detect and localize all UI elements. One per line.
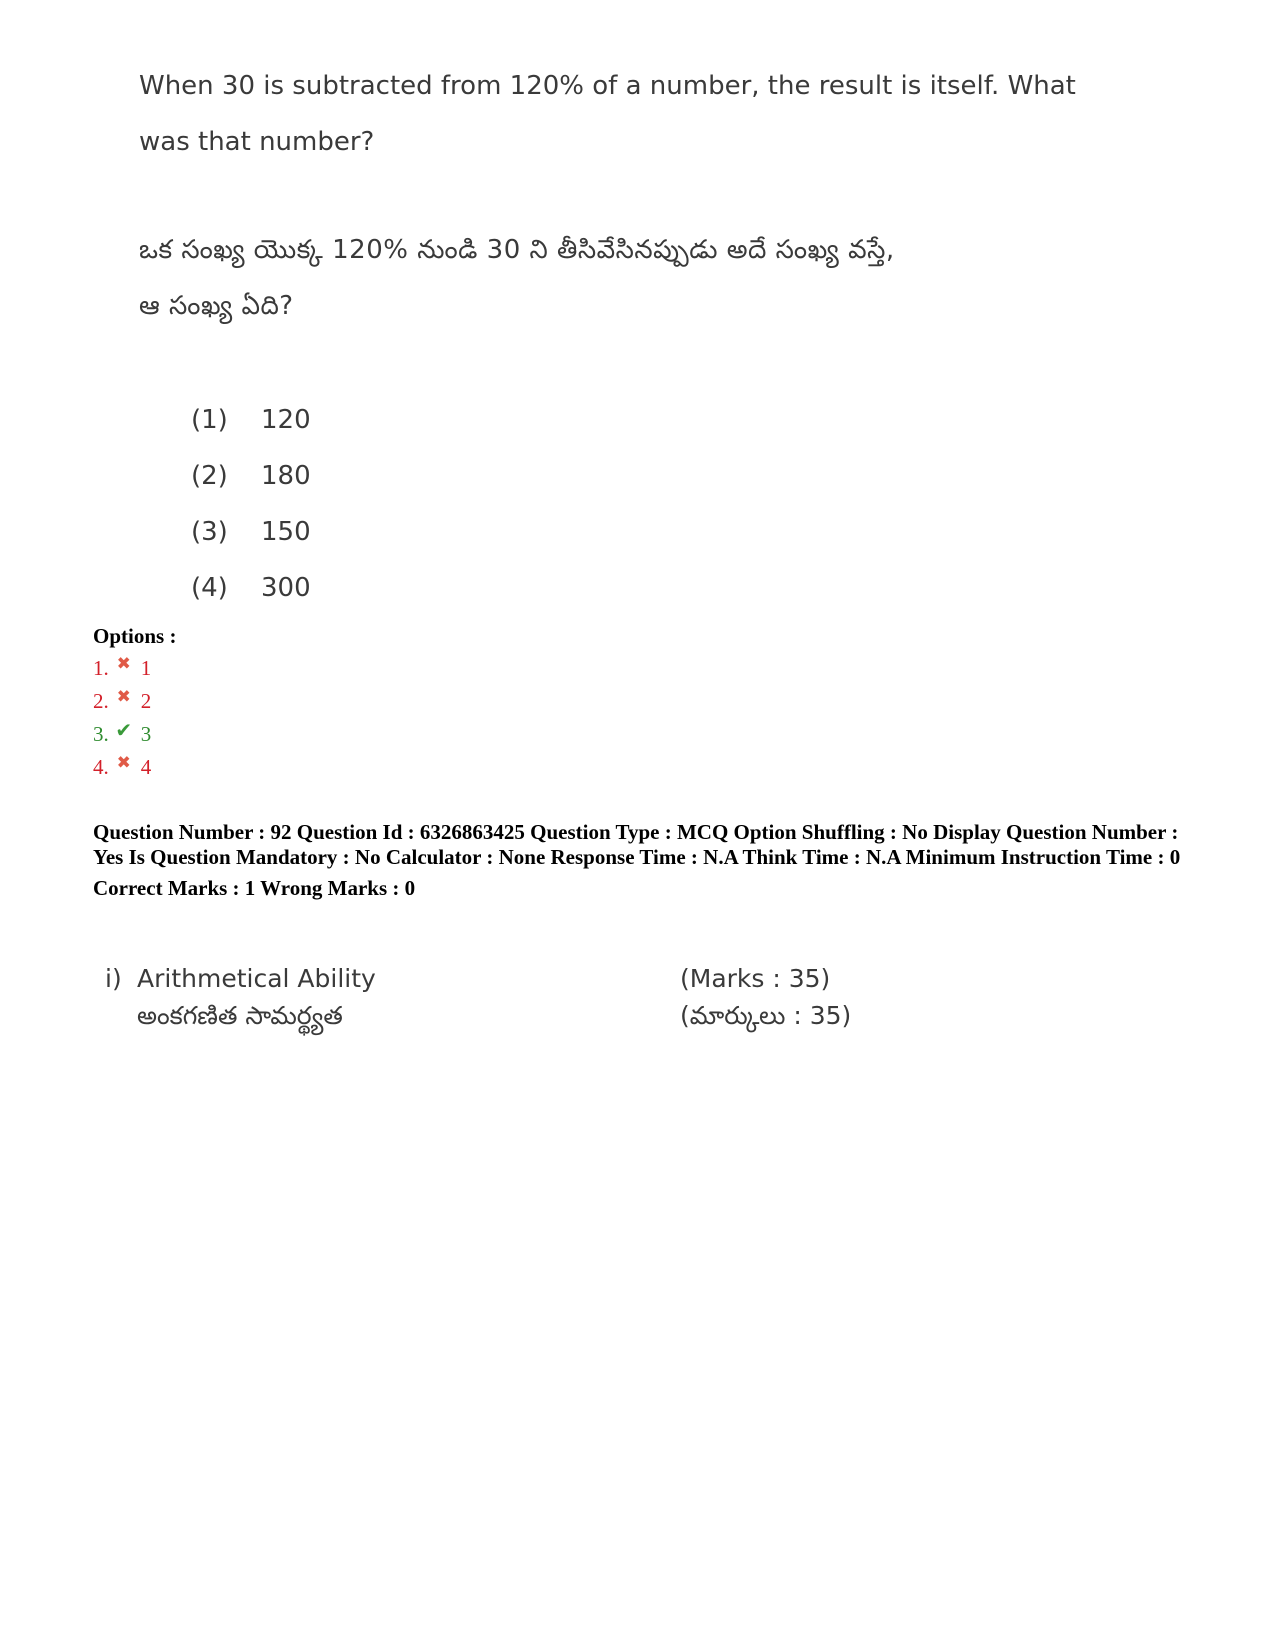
section-marks-te: (మార్కులు : 35) xyxy=(680,1001,852,1030)
options-title: Options : xyxy=(93,624,177,648)
question-meta xyxy=(93,820,1193,901)
choice-item xyxy=(191,560,1089,616)
option-label: 4 xyxy=(140,755,152,779)
option-index: 4. xyxy=(93,755,109,779)
choice-number: (2) xyxy=(191,461,228,491)
option-index: 1. xyxy=(93,656,109,680)
choice-item xyxy=(191,504,1089,560)
section-title xyxy=(105,960,376,1034)
option-label: 2 xyxy=(140,689,152,713)
check-icon: ✔ xyxy=(115,718,133,742)
section-title-en: Arithmetical Ability xyxy=(137,964,376,993)
section-marks-en: (Marks : 35) xyxy=(680,964,831,993)
options-section xyxy=(93,620,176,784)
choice-number: (4) xyxy=(191,573,228,603)
cross-icon: ✖ xyxy=(116,687,131,707)
section-prefix: i) xyxy=(105,964,122,993)
question-text-en-line-2: was that number? xyxy=(139,127,375,157)
section-header xyxy=(105,960,905,1040)
option-row-4 xyxy=(93,751,176,784)
question-details: Question Number : 92 Question Id : 6326863425 Question Type : MCQ Option Shuffling : No Display Question Number : Yes Is Question Mandatory : No Calculator : None Response Time : N.A Think Time : N.A Minimum Instruction Time : 0 xyxy=(93,820,1181,869)
choice-number: (1) xyxy=(191,405,228,435)
choice-number: (3) xyxy=(191,517,228,547)
choice-list xyxy=(191,392,1089,616)
option-label: 3 xyxy=(140,722,152,746)
question-marks: Correct Marks : 1 Wrong Marks : 0 xyxy=(93,876,416,900)
section-title-te: అంకగణిత సామర్థ్యత xyxy=(137,1001,343,1030)
choice-value: 300 xyxy=(261,573,311,603)
choice-value: 150 xyxy=(261,517,311,547)
choice-item xyxy=(191,448,1089,504)
cross-icon: ✖ xyxy=(116,753,131,773)
option-label: 1 xyxy=(140,656,152,680)
choice-value: 180 xyxy=(261,461,311,491)
question-text-te-line-1: ఒక సంఖ్య యొక్క 120% నుండి 30 ని తీసివేసినప్పుడు అదే సంఖ్య వస్తే, xyxy=(139,235,895,265)
choice-value: 120 xyxy=(261,405,311,435)
option-index: 2. xyxy=(93,689,109,713)
section-marks xyxy=(680,960,851,1034)
option-index: 3. xyxy=(93,722,109,746)
question-image xyxy=(139,58,1089,616)
question-text-te-line-2: ఆ సంఖ్య ఏది? xyxy=(139,291,294,321)
cross-icon: ✖ xyxy=(116,654,131,674)
choice-item xyxy=(191,392,1089,448)
question-text-en-line-1: When 30 is subtracted from 120% of a number, the result is itself. What xyxy=(139,71,1076,101)
